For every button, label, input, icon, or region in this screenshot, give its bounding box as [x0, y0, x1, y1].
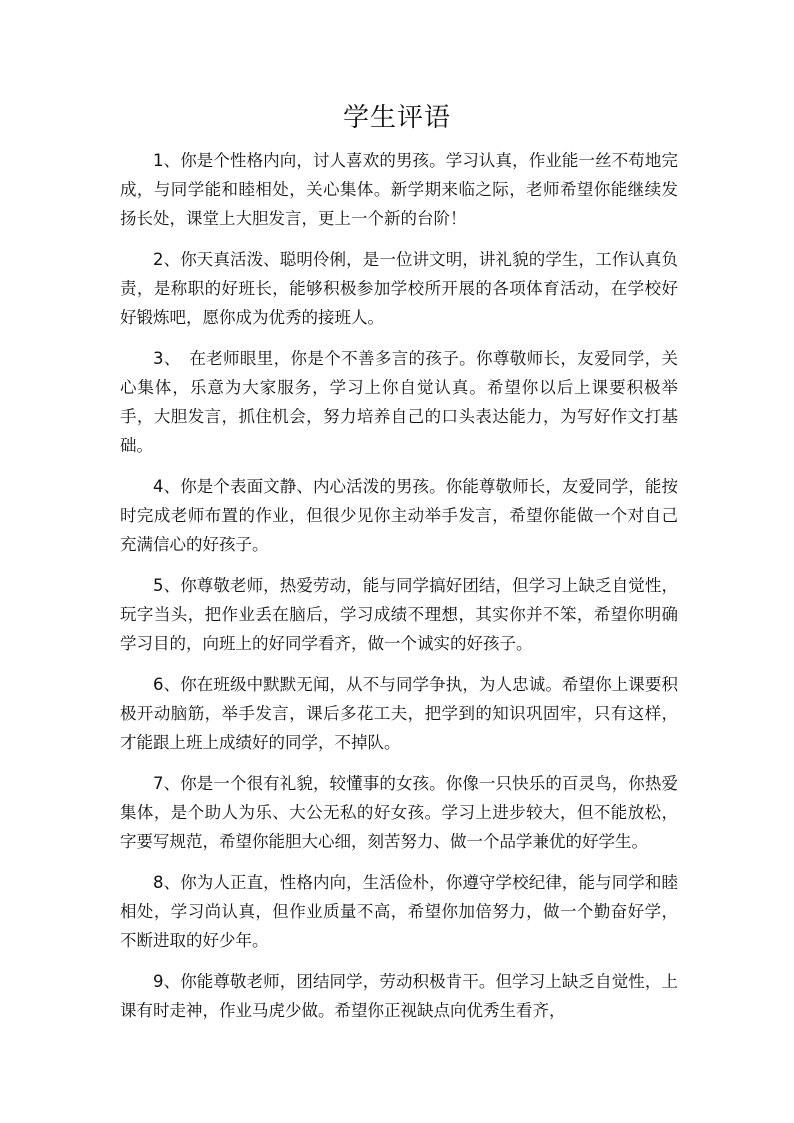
comment-paragraph-2: 2、你天真活泼、聪明伶俐，是一位讲文明，讲礼貌的学生，工作认真负责，是称职的好班长，能够积极参加学校所开展的各项体育活动，在学校好好锻炼吧，愿你成为优秀的接班人。 [120, 250, 678, 327]
comment-paragraph-3: 3、 在老师眼里，你是个不善多言的孩子。你尊敬师长，友爱同学，关心集体，乐意为大家服务，学习上你自觉认真。希望你以后上课要积极举手，大胆发言，抓住机会，努力培养自己的口头表达能力，为写好作文打基础。 [120, 349, 678, 455]
page-title: 学生评语 [342, 103, 451, 133]
comment-paragraph-4: 4、你是个表面文静、内心活泼的男孩。你能尊敬师长，友爱同学，能按时完成老师布置的作业，但很少见你主动举手发言，希望你能做一个对自己充满信心的好孩子。 [120, 477, 678, 554]
comment-paragraph-9: 9、你能尊敬老师，团结同学，劳动积极肯干。但学习上缺乏自觉性，上课有时走神，作业马虎少做。希望你正视缺点向优秀生看齐， [120, 972, 678, 1020]
comment-paragraph-8: 8、你为人正直，性格内向，生活俭朴，你遵守学校纪律，能与同学和睦相处，学习尚认真，但作业质量不高，希望你加倍努力，做一个勤奋好学，不断进取的好少年。 [120, 873, 678, 950]
document-body [120, 146, 678, 1025]
comment-paragraph-5: 5、你尊敬老师，热爱劳动，能与同学搞好团结，但学习上缺乏自觉性，玩字当头，把作业丢在脑后，学习成绩不理想，其实你并不笨，希望你明确学习目的，向班上的好同学看齐，做一个诚实的好孩子。 [120, 576, 678, 653]
comment-paragraph-7: 7、你是一个很有礼貌，较懂事的女孩。你像一只快乐的百灵鸟，你热爱集体，是个助人为乐、大公无私的好女孩。学习上进步较大，但不能放松，字要写规范，希望你能胆大心细，刻苦努力、做一个品学兼优的好学生。 [120, 774, 678, 851]
comment-paragraph-6: 6、你在班级中默默无闻，从不与同学争执，为人忠诚。希望你上课要积极开动脑筋，举手发言，课后多花工夫，把学到的知识巩固牢，只有这样，才能跟上班上成绩好的同学，不掉队。 [120, 675, 678, 752]
comment-paragraph-1: 1、你是个性格内向，讨人喜欢的男孩。学习认真，作业能一丝不苟地完成，与同学能和睦相处，关心集体。新学期来临之际，老师希望你能继续发扬长处，课堂上大胆发言，更上一个新的台阶！ [120, 151, 678, 228]
